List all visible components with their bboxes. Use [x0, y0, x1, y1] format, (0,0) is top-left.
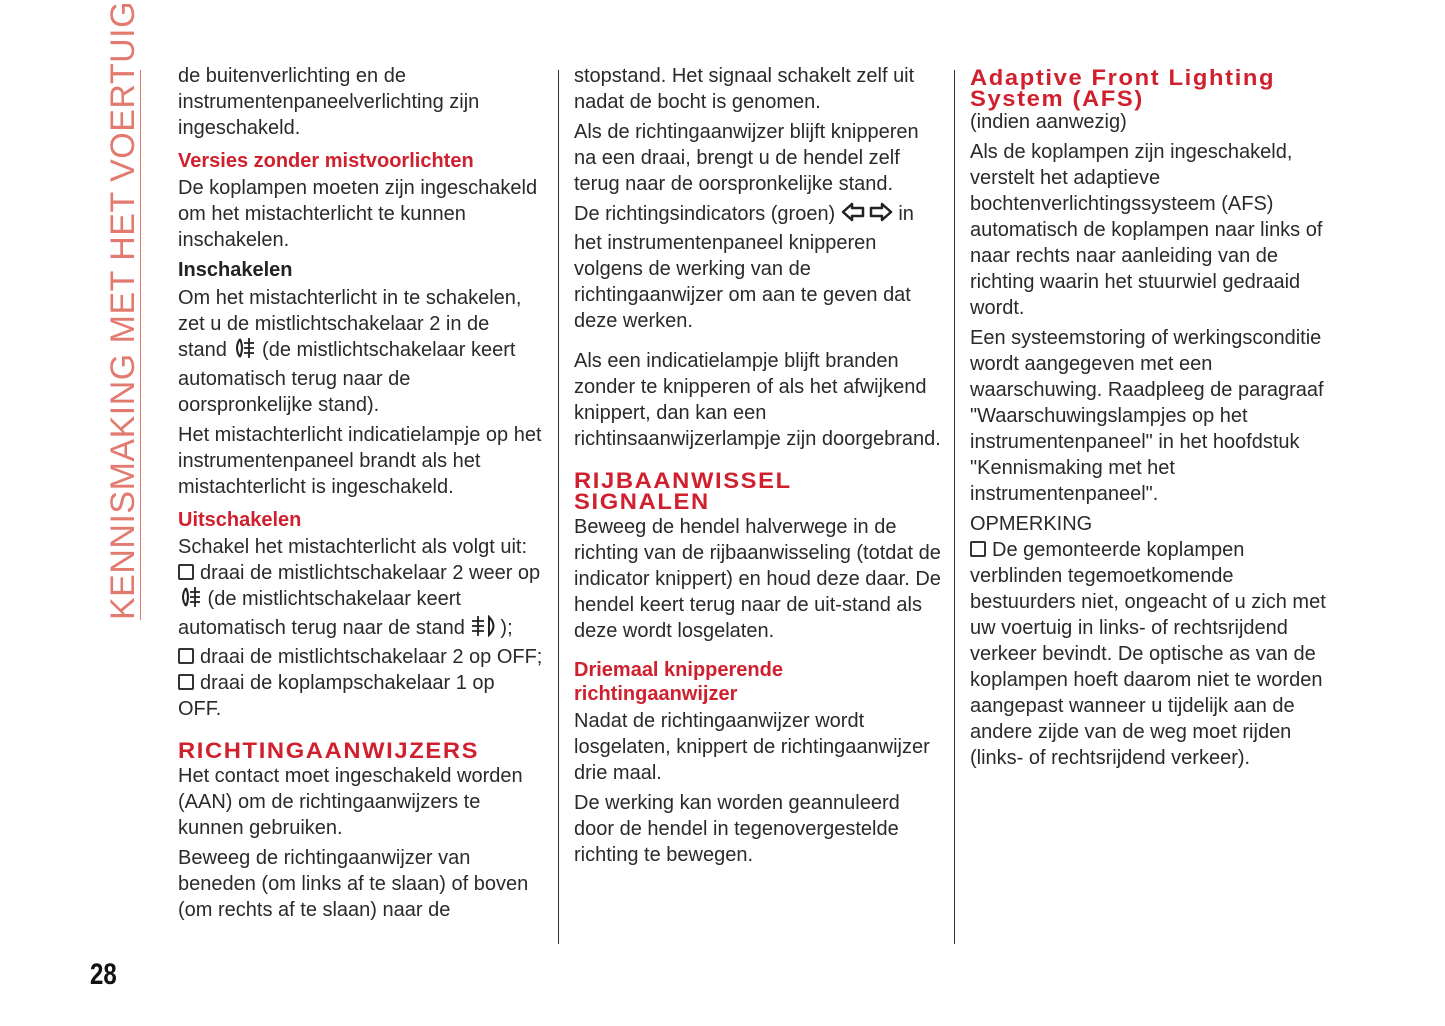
- column-divider: [558, 70, 559, 944]
- availability-note: (indien aanwezig): [970, 111, 1127, 133]
- text: draai de mistlichtschakelaar 2 weer op: [200, 562, 541, 584]
- bullet-box-icon: [178, 674, 194, 690]
- heading-rijbaanwissel: RIJBAANWISSEL SIGNALEN: [574, 468, 792, 514]
- paragraph: Als de koplampen zijn ingeschakeld, verstelt het adaptieve bochtenverlichtingssysteem (AFS) automatisch de koplampen naar links of naar rechts naar aanleiding van de richting waarin het stuurwiel gedraaid wordt.: [970, 141, 1323, 319]
- text: (de mistlichtschakelaar keert automatisch terug naar de oorspronkelijke stand).: [178, 339, 516, 416]
- text: Om het mistachterlicht in te schakelen, zet u de mistlichtschakelaar 2 in de stand: [178, 287, 522, 361]
- rear-fog-light-icon: [178, 586, 202, 615]
- column-divider: [954, 70, 955, 944]
- heading-richtingaanwijzers: RICHTINGAANWIJZERS: [178, 738, 480, 763]
- heading-afs: Adaptive Front Lighting System (AFS): [970, 65, 1276, 111]
- front-fog-light-icon: [470, 615, 500, 644]
- paragraph: stopstand. Het signaal schakelt zelf uit nadat de bocht is genomen.: [574, 65, 915, 113]
- paragraph: De koplampen moeten zijn ingeschakeld om het mistachterlicht te kunnen inschakelen.: [178, 177, 538, 251]
- paragraph: Nadat de richtingaanwijzer wordt losgelaten, knippert de richtingaanwijzer drie maal.: [574, 710, 930, 784]
- turn-signal-arrows-icon: [841, 201, 893, 230]
- text: (de mistlichtschakelaar keert automatisch terug naar de stand: [178, 588, 471, 639]
- text: De richtingsindicators (groen): [574, 203, 841, 225]
- text: draai de koplampschakelaar 1 op OFF.: [178, 672, 495, 720]
- paragraph: Beweeg de richtingaanwijzer van beneden (om links af te slaan) of boven (om rechts af te slaan) naar de: [178, 847, 529, 921]
- paragraph: Een systeemstoring of werkingsconditie wordt aangegeven met een waarschuwing. Raadpleeg de paragraaf "Waarschuwingslampjes op het instrumentenpaneel" in het hoofdstuk "Kennismaking met het instrumentenpaneel".: [970, 327, 1324, 505]
- subheading-inschakelen: Inschakelen: [178, 259, 293, 281]
- bullet-item: [178, 644, 543, 670]
- bullet-box-icon: [178, 648, 194, 664]
- column-2: [574, 63, 944, 872]
- column-3: [970, 63, 1340, 775]
- page-number: 28: [90, 958, 117, 991]
- paragraph: Als de richtingaanwijzer blijft knipperen na een draai, brengt u de hendel zelf terug naar de oorspronkelijke stand.: [574, 121, 919, 195]
- paragraph: Het contact moet ingeschakeld worden (AAN) om de richtingaanwijzers te kunnen gebruiken.: [178, 765, 523, 839]
- paragraph: [574, 201, 944, 334]
- subheading-driemaal: Driemaal knipperende richtingaanwijzer: [574, 659, 783, 705]
- chapter-side-title: KENNISMAKING MET HET VOERTUIG: [104, 0, 142, 620]
- text: draai de mistlichtschakelaar 2 op OFF;: [200, 646, 543, 668]
- bullet-box-icon: [178, 564, 194, 580]
- text: De gemonteerde koplampen verblinden tegemoetkomende bestuurders niet, ongeacht of u zich met uw voertuig in links- of rechtsrijdend verkeer bevindt. De optische as van de koplampen hoeft daarom niet te worden aangepast wanneer u tijdelijk aan de andere zijde van de weg moet rijden (links- of rechtsrijdend verkeer).: [970, 539, 1326, 769]
- rear-fog-light-icon: [232, 337, 256, 366]
- paragraph: [178, 285, 543, 418]
- paragraph: Beweeg de hendel halverwege in de richting van de rijbaanwisseling (totdat de indicator knippert) en houd deze daar. De hendel keert terug naar de uit-stand als deze wordt losgelaten.: [574, 516, 941, 642]
- paragraph: Schakel het mistachterlicht als volgt uit:: [178, 536, 528, 558]
- note-label: OPMERKING: [970, 513, 1093, 535]
- paragraph: de buitenverlichting en de instrumentenpaneelverlichting zijn ingeschakeld.: [178, 65, 480, 139]
- paragraph: Als een indicatielampje blijft branden zonder te knipperen of als het afwijkend knippert, dan kan een richtinsaanwijzerlampje zijn doorgebrand.: [574, 350, 941, 450]
- paragraph: Het mistachterlicht indicatielampje op het instrumentenpaneel brandt als het mistachterlicht is ingeschakeld.: [178, 424, 542, 498]
- bullet-item: [178, 670, 543, 722]
- note-text: [970, 537, 1340, 771]
- subheading-versies: Versies zonder mistvoorlichten: [178, 150, 474, 172]
- column-1: [178, 63, 543, 927]
- text: in het instrumentenpaneel knipperen volgens de werking van de richtingaanwijzer om aan te geven dat deze werken.: [574, 203, 914, 332]
- subheading-uitschakelen: Uitschakelen: [178, 509, 302, 531]
- text: );: [500, 617, 513, 639]
- bullet-item: [178, 560, 543, 644]
- paragraph: De werking kan worden geannuleerd door de hendel in tegenovergestelde richting te bewegen.: [574, 792, 900, 866]
- bullet-box-icon: [970, 541, 986, 557]
